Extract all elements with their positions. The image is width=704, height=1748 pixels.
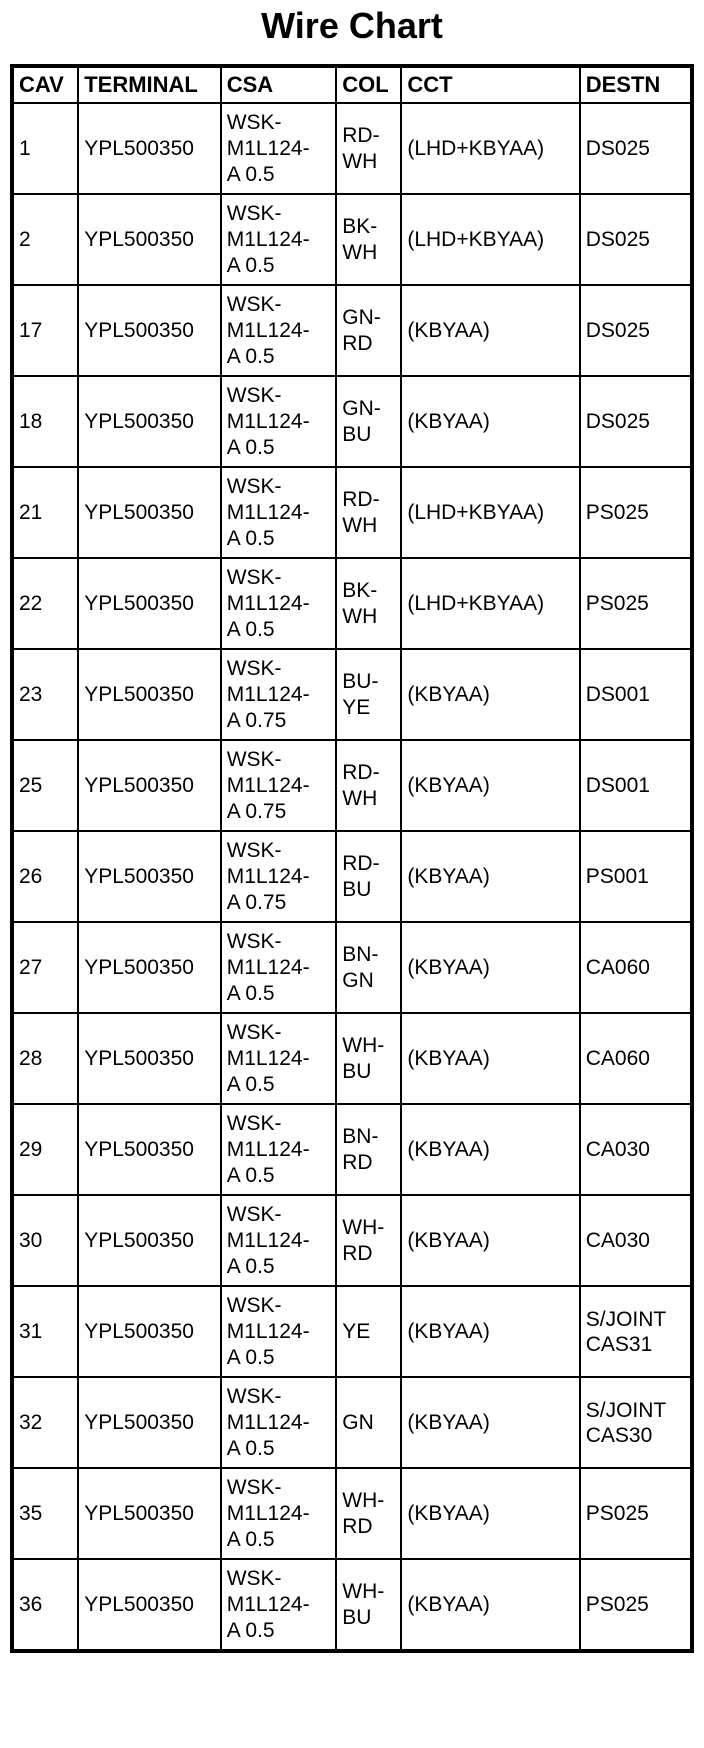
cav-cell: 32 [12, 1377, 78, 1468]
header-cav: CAV [12, 66, 78, 103]
table-row [12, 467, 692, 558]
terminal-cell: YPL500350 [78, 831, 221, 922]
color-cell: RD- WH [336, 103, 401, 194]
color-cell: GN- RD [336, 285, 401, 376]
circuit-cell: (LHD+KBYAA) [401, 194, 579, 285]
terminal-cell: YPL500350 [78, 285, 221, 376]
csa-cell: WSK- M1L124- A 0.75 [221, 740, 337, 831]
circuit-cell: (KBYAA) [401, 1286, 579, 1377]
header-destn: DESTN [580, 66, 692, 103]
circuit-cell: (KBYAA) [401, 922, 579, 1013]
terminal-cell: YPL500350 [78, 1104, 221, 1195]
circuit-cell: (KBYAA) [401, 1195, 579, 1286]
color-cell: BK- WH [336, 194, 401, 285]
table-row [12, 1195, 692, 1286]
csa-cell: WSK- M1L124- A 0.5 [221, 376, 337, 467]
destination-cell: DS025 [580, 194, 692, 285]
cav-cell: 35 [12, 1468, 78, 1559]
circuit-cell: (LHD+KBYAA) [401, 467, 579, 558]
terminal-cell: YPL500350 [78, 1286, 221, 1377]
terminal-cell: YPL500350 [78, 1559, 221, 1651]
terminal-cell: YPL500350 [78, 1377, 221, 1468]
cav-cell: 29 [12, 1104, 78, 1195]
csa-cell: WSK- M1L124- A 0.5 [221, 1286, 337, 1377]
table-row [12, 1468, 692, 1559]
table-row [12, 831, 692, 922]
terminal-cell: YPL500350 [78, 922, 221, 1013]
header-col: COL [336, 66, 401, 103]
cav-cell: 18 [12, 376, 78, 467]
terminal-cell: YPL500350 [78, 1013, 221, 1104]
table-row [12, 558, 692, 649]
destination-cell: CA030 [580, 1195, 692, 1286]
terminal-cell: YPL500350 [78, 558, 221, 649]
color-cell: BU- YE [336, 649, 401, 740]
color-cell: GN- BU [336, 376, 401, 467]
terminal-cell: YPL500350 [78, 1195, 221, 1286]
cav-cell: 31 [12, 1286, 78, 1377]
color-cell: WH- BU [336, 1013, 401, 1104]
header-row [12, 66, 692, 103]
cav-cell: 2 [12, 194, 78, 285]
csa-cell: WSK- M1L124- A 0.5 [221, 1195, 337, 1286]
destination-cell: CA060 [580, 922, 692, 1013]
csa-cell: WSK- M1L124- A 0.5 [221, 467, 337, 558]
destination-cell: PS025 [580, 558, 692, 649]
table-row [12, 376, 692, 467]
color-cell: WH- RD [336, 1195, 401, 1286]
circuit-cell: (KBYAA) [401, 831, 579, 922]
table-row [12, 649, 692, 740]
cav-cell: 23 [12, 649, 78, 740]
color-cell: GN [336, 1377, 401, 1468]
circuit-cell: (KBYAA) [401, 376, 579, 467]
color-cell: RD- WH [336, 467, 401, 558]
table-row [12, 1013, 692, 1104]
terminal-cell: YPL500350 [78, 740, 221, 831]
circuit-cell: (LHD+KBYAA) [401, 103, 579, 194]
circuit-cell: (KBYAA) [401, 740, 579, 831]
circuit-cell: (LHD+KBYAA) [401, 558, 579, 649]
color-cell: WH- BU [336, 1559, 401, 1651]
csa-cell: WSK- M1L124- A 0.75 [221, 649, 337, 740]
destination-cell: S/JOINT CAS31 [580, 1286, 692, 1377]
cav-cell: 25 [12, 740, 78, 831]
csa-cell: WSK- M1L124- A 0.5 [221, 922, 337, 1013]
terminal-cell: YPL500350 [78, 649, 221, 740]
color-cell: BK- WH [336, 558, 401, 649]
destination-cell: PS025 [580, 1559, 692, 1651]
color-cell: RD- WH [336, 740, 401, 831]
csa-cell: WSK- M1L124- A 0.5 [221, 1377, 337, 1468]
circuit-cell: (KBYAA) [401, 1104, 579, 1195]
header-terminal: TERMINAL [78, 66, 221, 103]
table-row [12, 1377, 692, 1468]
csa-cell: WSK- M1L124- A 0.5 [221, 1468, 337, 1559]
table-row [12, 103, 692, 194]
circuit-cell: (KBYAA) [401, 1468, 579, 1559]
csa-cell: WSK- M1L124- A 0.5 [221, 194, 337, 285]
cav-cell: 36 [12, 1559, 78, 1651]
csa-cell: WSK- M1L124- A 0.75 [221, 831, 337, 922]
destination-cell: PS001 [580, 831, 692, 922]
circuit-cell: (KBYAA) [401, 1559, 579, 1651]
table-row [12, 1286, 692, 1377]
table-row [12, 740, 692, 831]
cav-cell: 21 [12, 467, 78, 558]
cav-cell: 26 [12, 831, 78, 922]
table-row [12, 1104, 692, 1195]
destination-cell: DS001 [580, 740, 692, 831]
table-row [12, 922, 692, 1013]
cav-cell: 27 [12, 922, 78, 1013]
cav-cell: 30 [12, 1195, 78, 1286]
table-row [12, 1559, 692, 1651]
destination-cell: S/JOINT CAS30 [580, 1377, 692, 1468]
circuit-cell: (KBYAA) [401, 1377, 579, 1468]
circuit-cell: (KBYAA) [401, 1013, 579, 1104]
page-title: Wire Chart [261, 5, 443, 46]
header-cct: CCT [401, 66, 579, 103]
csa-cell: WSK- M1L124- A 0.5 [221, 285, 337, 376]
terminal-cell: YPL500350 [78, 194, 221, 285]
circuit-cell: (KBYAA) [401, 285, 579, 376]
circuit-cell: (KBYAA) [401, 649, 579, 740]
wire-chart-table [10, 64, 694, 1653]
terminal-cell: YPL500350 [78, 376, 221, 467]
color-cell: YE [336, 1286, 401, 1377]
cav-cell: 28 [12, 1013, 78, 1104]
csa-cell: WSK- M1L124- A 0.5 [221, 1559, 337, 1651]
cav-cell: 22 [12, 558, 78, 649]
cav-cell: 1 [12, 103, 78, 194]
table-row [12, 285, 692, 376]
csa-cell: WSK- M1L124- A 0.5 [221, 558, 337, 649]
csa-cell: WSK- M1L124- A 0.5 [221, 103, 337, 194]
destination-cell: DS025 [580, 285, 692, 376]
destination-cell: DS025 [580, 376, 692, 467]
cav-cell: 17 [12, 285, 78, 376]
color-cell: WH- RD [336, 1468, 401, 1559]
table-row [12, 194, 692, 285]
destination-cell: CA030 [580, 1104, 692, 1195]
destination-cell: CA060 [580, 1013, 692, 1104]
destination-cell: DS025 [580, 103, 692, 194]
terminal-cell: YPL500350 [78, 467, 221, 558]
csa-cell: WSK- M1L124- A 0.5 [221, 1104, 337, 1195]
header-csa: CSA [221, 66, 337, 103]
color-cell: BN- RD [336, 1104, 401, 1195]
table-body [12, 103, 692, 1651]
destination-cell: PS025 [580, 1468, 692, 1559]
csa-cell: WSK- M1L124- A 0.5 [221, 1013, 337, 1104]
color-cell: BN- GN [336, 922, 401, 1013]
terminal-cell: YPL500350 [78, 103, 221, 194]
terminal-cell: YPL500350 [78, 1468, 221, 1559]
destination-cell: DS001 [580, 649, 692, 740]
color-cell: RD- BU [336, 831, 401, 922]
destination-cell: PS025 [580, 467, 692, 558]
